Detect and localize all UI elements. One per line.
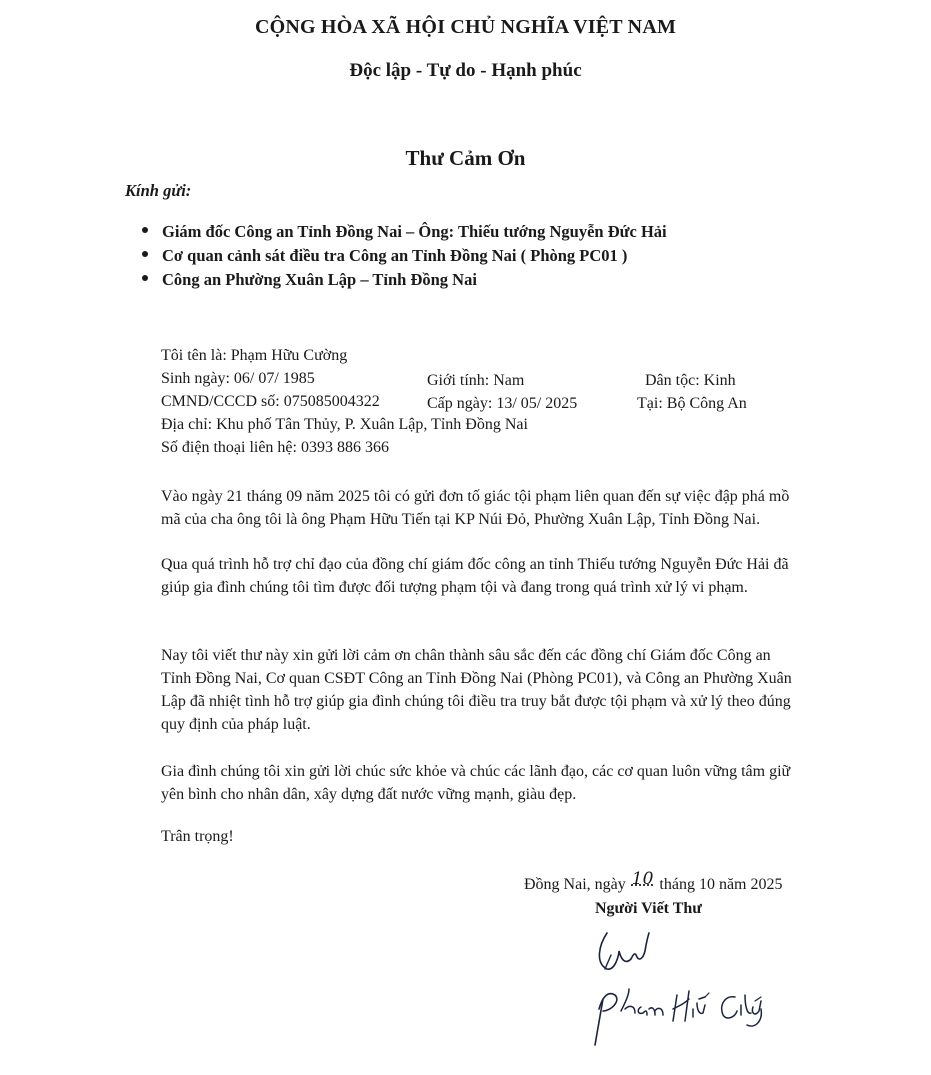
place-date — [524, 869, 783, 894]
handwritten-signature — [585, 925, 785, 1055]
nation-heading: CỘNG HÒA XÃ HỘI CHỦ NGHĨA VIỆT NAM — [254, 16, 677, 38]
info-ethnicity: Dân tộc: Kinh — [645, 372, 736, 389]
recipient-text: Giám đốc Công an Tỉnh Đồng Nai – Ông: Thiếu tướng Nguyễn Đức Hải — [162, 222, 667, 241]
date-suffix: tháng 10 năm 2025 — [659, 876, 783, 893]
letter-title: Thư Cảm Ơn — [405, 146, 526, 170]
info-dob: Sinh ngày: 06/ 07/ 1985 — [161, 370, 315, 387]
info-id-number: CMND/CCCD số: 075085004322 — [161, 393, 380, 410]
info-gender: Giới tính: Nam — [427, 372, 525, 389]
bullet-icon — [142, 251, 148, 257]
body-paragraph-2: Qua quá trình hỗ trợ chỉ đạo của đồng chí giám đốc công an tỉnh Thiếu tướng Nguyễn Đức Hải đã giúp gia đình chúng tôi tìm được đối tượng phạm tội và đang trong quá trình xử lý vi phạm. — [161, 556, 789, 596]
bullet-icon — [142, 275, 148, 281]
body-paragraph-1: Vào ngày 21 tháng 09 năm 2025 tôi có gửi đơn tố giác tội phạm liên quan đến sự việc đập phá mồ mã của cha ông tôi là ông Phạm Hữu Tiến tại KP Núi Đỏ, Phường Xuân Lập, Tỉnh Đồng Nai. — [161, 488, 790, 528]
date-day-handwritten: 10 — [631, 869, 654, 889]
recipient-text: Cơ quan cảnh sát điều tra Công an Tỉnh Đồng Nai ( Phòng PC01 ) — [162, 246, 628, 265]
info-name: Tôi tên là: Phạm Hữu Cường — [161, 347, 348, 364]
info-address: Địa chỉ: Khu phố Tân Thủy, P. Xuân Lập, Tỉnh Đồng Nai — [161, 416, 528, 433]
recipient-item — [142, 268, 667, 292]
date-prefix: Đồng Nai, ngày — [524, 876, 626, 893]
closing-text: Trân trọng! — [161, 828, 234, 845]
recipient-item — [142, 220, 667, 244]
info-issue-place: Tại: Bộ Công An — [637, 395, 747, 412]
motto-heading: Độc lập - Tự do - Hạnh phúc — [349, 60, 582, 81]
info-issue-date: Cấp ngày: 13/ 05/ 2025 — [427, 395, 578, 412]
recipient-text: Công an Phường Xuân Lập – Tỉnh Đồng Nai — [162, 270, 477, 289]
greeting: Kính gửi: — [125, 181, 192, 200]
bullet-icon — [142, 227, 148, 233]
body-paragraph-3: Nay tôi viết thư này xin gửi lời cảm ơn chân thành sâu sắc đến các đồng chí Giám đốc Công an Tỉnh Đồng Nai, Cơ quan CSĐT Công an Tỉnh Đồng Nai (Phòng PC01), và Công an Phường Xuân Lập đã nhiệt tình hỗ trợ giúp gia đình chúng tôi điều tra truy bắt được tội phạm và xử lý theo đúng quy định của pháp luật. — [161, 647, 792, 733]
recipient-item — [142, 244, 667, 268]
info-phone: Số điện thoại liên hệ: 0393 886 366 — [161, 439, 389, 456]
writer-label: Người Viết Thư — [595, 900, 702, 917]
body-paragraph-4: Gia đình chúng tôi xin gửi lời chúc sức khỏe và chúc các lãnh đạo, các cơ quan luôn vững tâm giữ yên bình cho nhân dân, xây dựng đất nước vững mạnh, giàu đẹp. — [161, 763, 791, 803]
recipient-list — [142, 220, 667, 292]
